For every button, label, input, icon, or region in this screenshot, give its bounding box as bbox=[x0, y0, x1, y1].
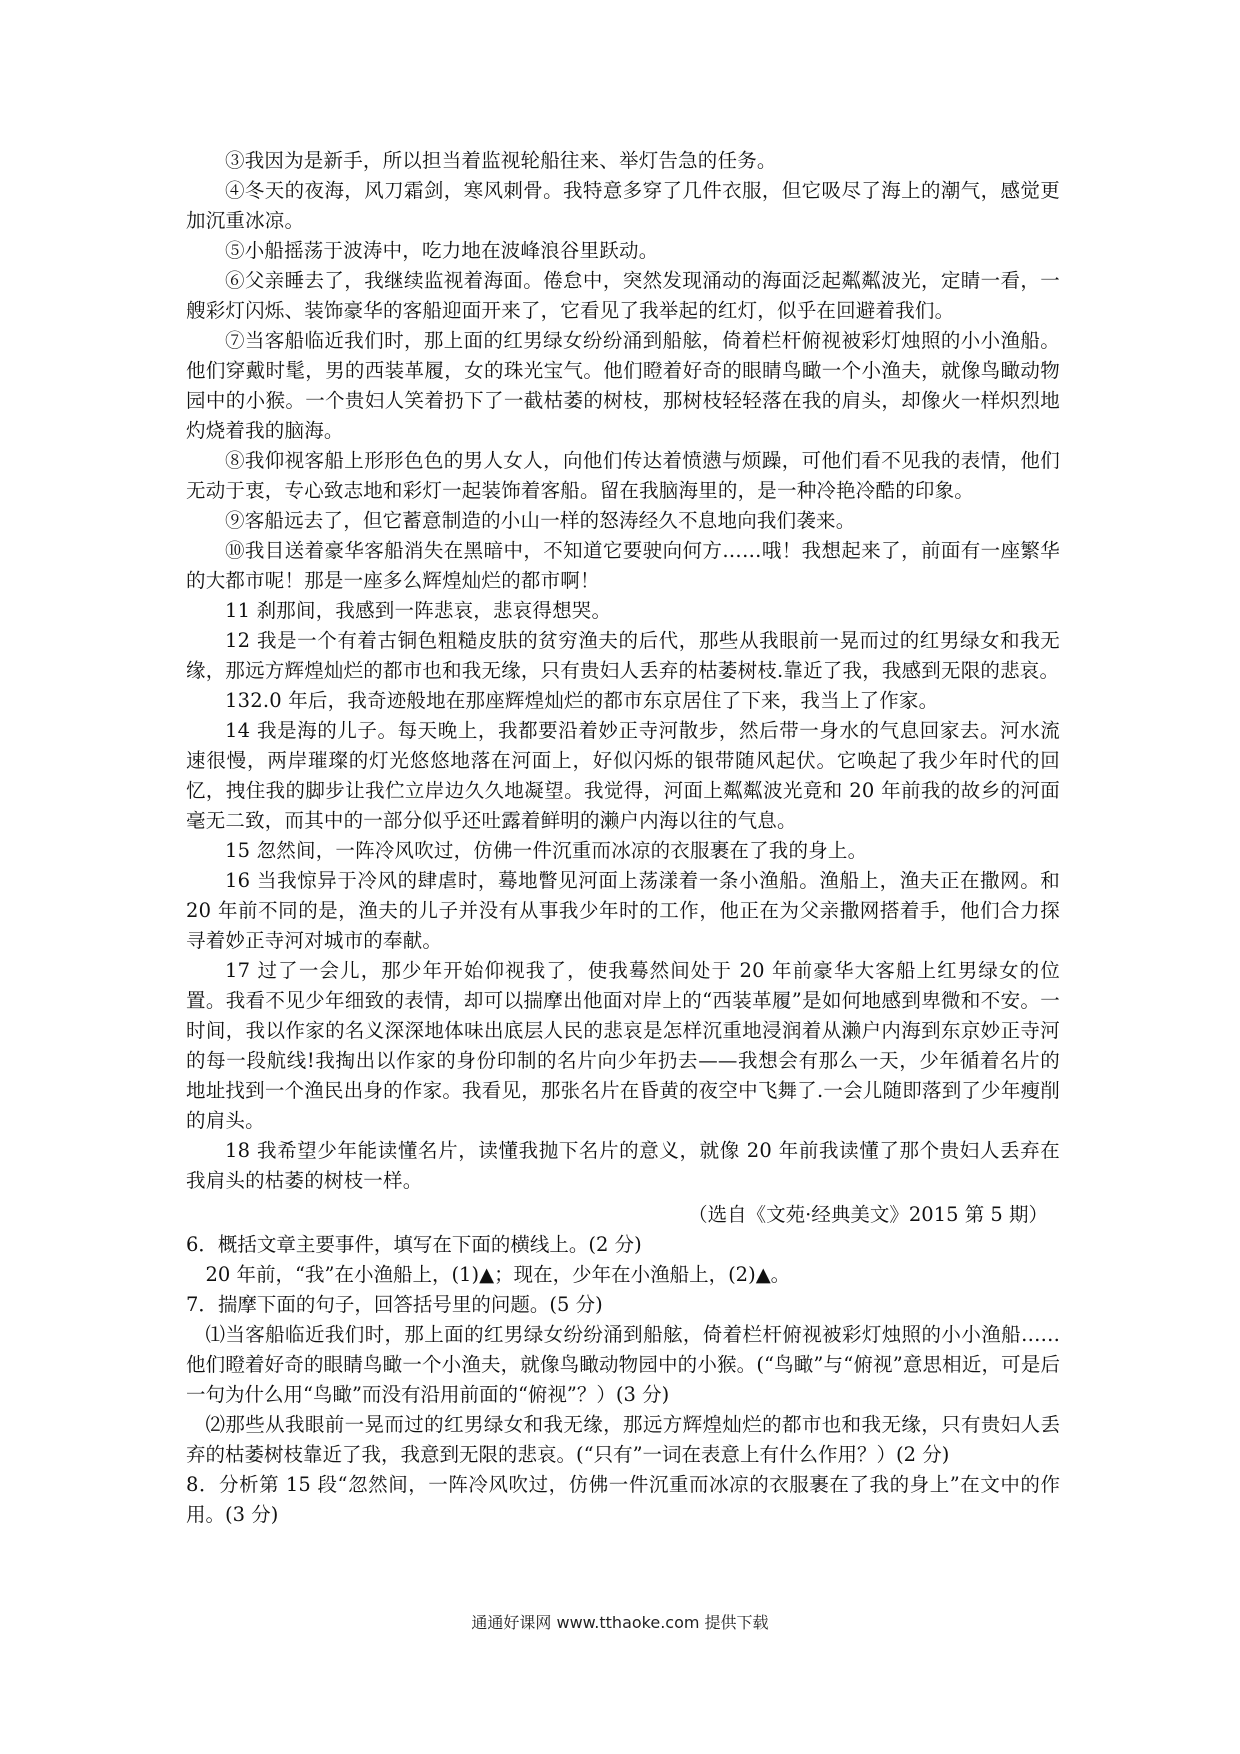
article-paragraph: 14 我是海的儿子。每天晚上，我都要沿着妙正寺河散步，然后带一身水的气息回家去。河水流速很慢，两岸璀璨的灯光悠悠地落在河面上，好似闪烁的银带随风起伏。它唤起了我少年时代的回忆，拽住我的脚步让我伫立岸边久久地凝望。我觉得，河面上粼粼波光竟和 20 年前我的故乡的河面毫无二致，而其中的一部分似乎还吐露着鲜明的濑户内海以往的气息。 bbox=[186, 719, 1060, 832]
question-7: 7．揣摩下面的句子，回答括号里的问题。(5 分) bbox=[186, 1293, 603, 1316]
article-paragraph: ⑥父亲睡去了，我继续监视着海面。倦怠中，突然发现涌动的海面泛起粼粼波光，定睛一看，一艘彩灯闪烁、装饰豪华的客船迎面开来了，它看见了我举起的红灯，似乎在回避着我们。 bbox=[186, 269, 1060, 322]
article-paragraph: ⑨客船远去了，但它蓄意制造的小山一样的怒涛经久不息地向我们袭来。 bbox=[225, 509, 856, 532]
article-paragraph: ⑤小船摇荡于波涛中，吃力地在波峰浪谷里跃动。 bbox=[225, 239, 659, 262]
article-paragraph: ⑦当客船临近我们时，那上面的红男绿女纷纷涌到船舷，倚着栏杆俯视被彩灯烛照的小小渔船。他们穿戴时髦，男的西装革履，女的珠光宝气。他们瞪着好奇的眼睛鸟瞰一个小渔夫，就像鸟瞰动物园中的小猴。一个贵妇人笑着扔下了一截枯萎的树枝，那树枝轻轻落在我的肩头，却像火一样炽烈地灼烧着我的脑海。 bbox=[186, 329, 1060, 442]
article-paragraph: 11 刹那间，我感到一阵悲哀，悲哀得想哭。 bbox=[225, 599, 612, 622]
article-body bbox=[186, 146, 1060, 1196]
question-6: 6．概括文章主要事件，填写在下面的横线上。(2 分) bbox=[186, 1233, 642, 1256]
question-7-part-2: ⑵那些从我眼前一晃而过的红男绿女和我无缘，那远方辉煌灿烂的都市也和我无缘，只有贵妇人丢弃的枯萎树枝靠近了我，我意到无限的悲哀。(“只有”一词在表意上有什么作用？）(2 分) bbox=[186, 1413, 1060, 1466]
question-6-answer-line: 20 年前，“我”在小渔船上，(1)▲；现在，少年在小渔船上，(2)▲。 bbox=[205, 1263, 791, 1286]
article-paragraph: 132.0 年后，我奇迹般地在那座辉煌灿烂的都市东京居住了下来，我当上了作家。 bbox=[225, 689, 939, 712]
article-paragraph: 15 忽然间，一阵冷风吹过，仿佛一件沉重而冰凉的衣服裹在了我的身上。 bbox=[225, 839, 868, 862]
question-8: 8．分析第 15 段“忽然间，一阵冷风吹过，仿佛一件沉重而冰凉的衣服裹在了我的身上”在文中的作用。(3 分) bbox=[186, 1473, 1060, 1526]
question-7-part-1: ⑴当客船临近我们时，那上面的红男绿女纷纷涌到船舷，倚着栏杆俯视被彩灯烛照的小小渔船……他们瞪着好奇的眼睛鸟瞰一个小渔夫，就像鸟瞰动物园中的小猴。(“鸟瞰”与“俯视”意思相近，可是后一句为什么用“鸟瞰”而没有沿用前面的“俯视”？）(3 分) bbox=[186, 1323, 1060, 1406]
article-paragraph: ⑧我仰视客船上形形色色的男人女人，向他们传达着愤懑与烦躁，可他们看不见我的表情，他们无动于衷，专心致志地和彩灯一起装饰着客船。留在我脑海里的，是一种冷艳冷酷的印象。 bbox=[186, 449, 1060, 502]
article-paragraph: 18 我希望少年能读懂名片，读懂我抛下名片的意义，就像 20 年前我读懂了那个贵妇人丢弃在我肩头的枯萎的树枝一样。 bbox=[186, 1139, 1060, 1192]
article-source: （选自《文苑·经典美文》2015 第 5 期） bbox=[688, 1203, 1048, 1226]
article-paragraph: 16 当我惊异于冷风的肆虐时，蓦地瞥见河面上荡漾着一条小渔船。渔船上，渔夫正在撒网。和 20 年前不同的是，渔夫的儿子并没有从事我少年时的工作，他正在为父亲撒网搭着手，他们合力探寻着妙正寺河对城市的奉献。 bbox=[186, 869, 1060, 952]
article-paragraph: ③我因为是新手，所以担当着监视轮船往来、举灯告急的任务。 bbox=[225, 149, 777, 172]
article-paragraph: ⑩我目送着豪华客船消失在黑暗中，不知道它要驶向何方……哦！我想起来了，前面有一座繁华的大都市呢！那是一座多么辉煌灿烂的都市啊！ bbox=[186, 539, 1060, 592]
questions-section bbox=[186, 1230, 1060, 1530]
page-footer: 通通好课网 www.tthaoke.com 提供下载 bbox=[471, 1613, 769, 1632]
article-paragraph: ④冬天的夜海，风刀霜剑，寒风刺骨。我特意多穿了几件衣服，但它吸尽了海上的潮气，感觉更加沉重冰凉。 bbox=[186, 179, 1060, 232]
page-content bbox=[186, 146, 1060, 1530]
article-paragraph: 17 过了一会儿，那少年开始仰视我了，使我蓦然间处于 20 年前豪华大客船上红男绿女的位置。我看不见少年细致的表情，却可以揣摩出他面对岸上的“西装革履”是如何地感到卑微和不安。一时间，我以作家的名义深深地体味出底层人民的悲哀是怎样沉重地浸润着从濑户内海到东京妙正寺河的每一段航线!我掏出以作家的身份印制的名片向少年扔去——我想会有那么一天，少年循着名片的地址找到一个渔民出身的作家。我看见，那张名片在昏黄的夜空中飞舞了.一会儿随即落到了少年瘦削的肩头。 bbox=[186, 959, 1060, 1132]
article-paragraph: 12 我是一个有着古铜色粗糙皮肤的贫穷渔夫的后代，那些从我眼前一晃而过的红男绿女和我无缘，那远方辉煌灿烂的都市也和我无缘，只有贵妇人丢弃的枯萎树枝.靠近了我，我感到无限的悲哀。 bbox=[186, 629, 1060, 682]
